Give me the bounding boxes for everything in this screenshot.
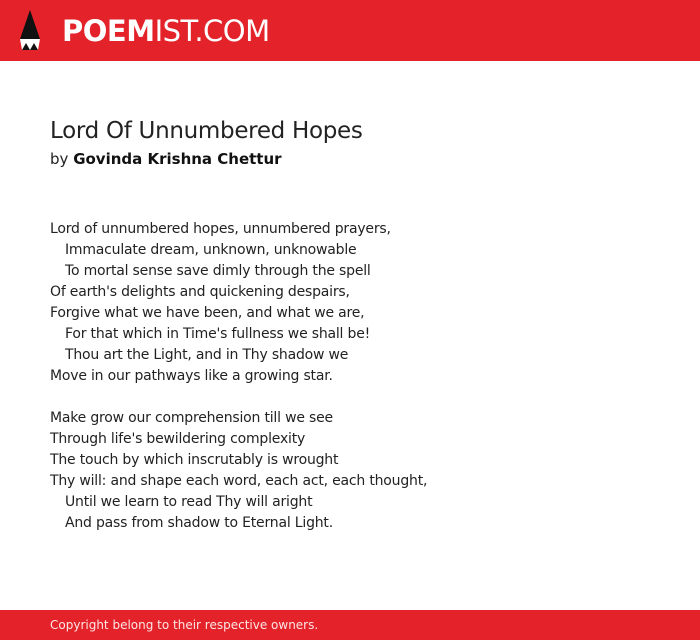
poem-line: Through life's bewildering complexity (50, 431, 306, 447)
stanza-2 (50, 408, 670, 534)
poem-line: Lord of unnumbered hopes, unnumbered prayers, (50, 221, 391, 237)
poem-line: The touch by which inscrutably is wrought (50, 452, 339, 468)
brand-bold: POEM (62, 14, 155, 48)
poem-line: Thou art the Light, and in Thy shadow we (65, 347, 349, 363)
site-logo[interactable] (62, 11, 270, 51)
poem-title: Lord Of Unnumbered Hopes (50, 118, 363, 144)
poem-line: And pass from shadow to Eternal Light. (65, 515, 333, 531)
poem-line: To mortal sense save dimly through the spell (65, 263, 371, 279)
copyright-text: Copyright belong to their respective owners. (50, 618, 319, 632)
poem-line: Move in our pathways like a growing star. (50, 368, 333, 384)
top-bar (0, 0, 700, 61)
poem-line: Make grow our comprehension till we see (50, 410, 333, 426)
by-label: by (50, 150, 69, 168)
author-link[interactable]: Govinda Krishna Chettur (73, 150, 282, 168)
poem-line: Immaculate dream, unknown, unknowable (65, 242, 357, 258)
poem-body (50, 219, 670, 534)
stanza-1 (50, 219, 670, 387)
byline (50, 149, 282, 169)
poem-line: Thy will: and shape each word, each act, each thought, (50, 473, 428, 489)
stanza-gap (50, 387, 670, 408)
poem-line: Until we learn to read Thy will aright (65, 494, 313, 510)
footer-bar (0, 610, 700, 640)
poem-line: Of earth's delights and quickening despairs, (50, 284, 350, 300)
poem-line: Forgive what we have been, and what we are, (50, 305, 365, 321)
brand-light: IST.COM (154, 14, 270, 48)
poem-line: For that which in Time's fullness we shall be! (65, 326, 371, 342)
pencil-icon[interactable] (18, 9, 42, 51)
